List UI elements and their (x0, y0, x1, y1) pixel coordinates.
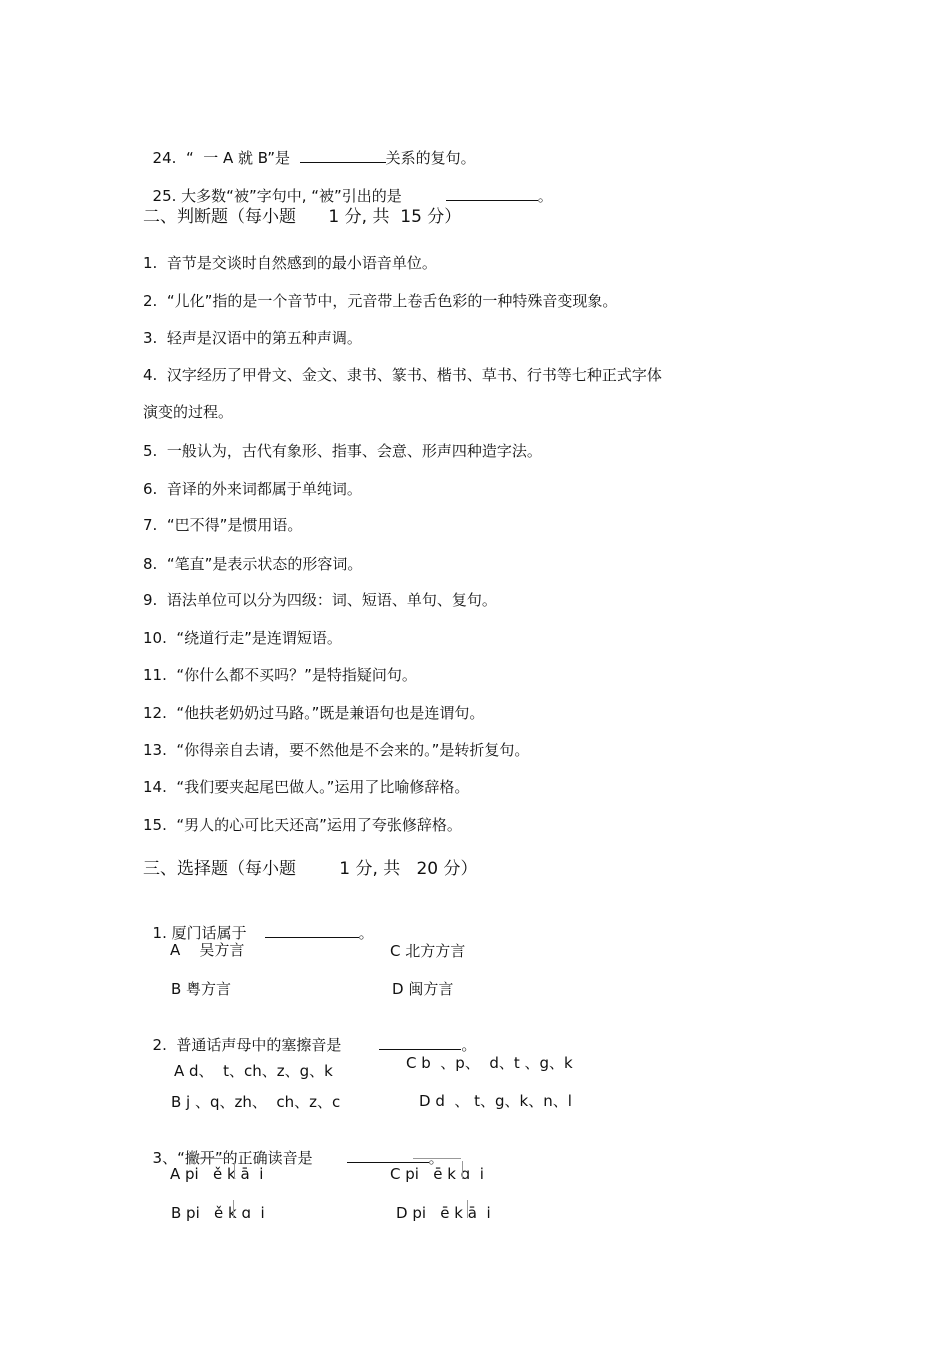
q3-end: 。 (428, 1149, 444, 1167)
choice-question-2 (143, 1015, 476, 1055)
q1-stem: 1. 厦门话属于 (152, 924, 247, 942)
answer-blank (347, 1148, 429, 1163)
option-b: B 粤方言 (171, 980, 232, 998)
option-a: A pi ě k ā i (170, 1165, 264, 1183)
judge-item: 7. “巴不得”是惯用语。 (143, 516, 303, 534)
judge-item: 2. “儿化”指的是一个音节中，元音带上卷舌色彩的一种特殊音变现象。 (143, 292, 618, 310)
section-3-title: 三、选择题（每小题 1 分, 共 20 分） (143, 859, 478, 879)
q1-end: 。 (358, 924, 374, 942)
judge-item: 15. “男人的心可比天还高”运用了夸张修辞格。 (143, 816, 462, 834)
judge-item: 10. “绕道行走”是连谓短语。 (143, 629, 342, 647)
judge-item: 8. “笔直”是表示状态的形容词。 (143, 555, 363, 573)
scan-mark (462, 1161, 463, 1179)
option-d: D pi ē k ā i (396, 1204, 491, 1222)
option-a: A 吴方言 (170, 941, 245, 959)
scan-mark (467, 1200, 468, 1218)
judge-item: 11. “你什么都不买吗？”是特指疑问句。 (143, 666, 417, 684)
judge-item: 14. “我们要夹起尾巴做人。”运用了比喻修辞格。 (143, 778, 470, 796)
q2-stem: 2. 普通话声母中的塞擦音是 (152, 1036, 342, 1054)
section-2-title: 二、判断题（每小题 1 分, 共 15 分） (143, 207, 462, 227)
answer-blank (379, 1035, 461, 1050)
option-b: B j 、q、zh、 ch、z、c (171, 1093, 341, 1111)
q24-text: 24. “ 一 A 就 B”是 (152, 149, 300, 167)
option-c: C pi ē k ɑ i (390, 1165, 484, 1183)
answer-blank (265, 923, 359, 938)
q2-end: 。 (461, 1036, 477, 1054)
choice-question-1 (143, 903, 374, 943)
answer-blank (446, 186, 538, 201)
judge-item: 9. 语法单位可以分为四级：词、短语、单句、复句。 (143, 591, 497, 609)
judge-item: 12. “他扶老奶奶过马路。”既是兼语句也是连谓句。 (143, 704, 485, 722)
judge-item: 13. “你得亲自去请，要不然他是不会来的。”是转折复句。 (143, 741, 530, 759)
judge-item: 4. 汉字经历了甲骨文、金文、隶书、篆书、楷书、草书、行书等七种正式字体 (143, 366, 662, 384)
q25-tail: 。 (537, 187, 553, 205)
judge-item: 3. 轻声是汉语中的第五种声调。 (143, 329, 362, 347)
question-25 (143, 166, 553, 206)
q3-stem: 3、“撇开”的正确读音是 (152, 1149, 313, 1167)
q24-tail: 关系的复句。 (385, 149, 476, 167)
question-24 (143, 128, 476, 168)
scan-mark (190, 1158, 232, 1159)
option-a: A d、 t、ch、z、g、k (174, 1062, 333, 1080)
judge-item: 1. 音节是交谈时自然感到的最小语音单位。 (143, 254, 437, 272)
judge-item: 6. 音译的外来词都属于单纯词。 (143, 480, 362, 498)
scan-mark (413, 1158, 461, 1159)
judge-item-cont: 演变的过程。 (143, 403, 234, 421)
option-c: C 北方方言 (390, 942, 466, 960)
option-d: D d 、 t、g、k、n、l (419, 1092, 572, 1110)
option-c: C b 、p、 d、t 、g、k (406, 1054, 573, 1072)
scan-mark (234, 1161, 235, 1179)
judge-item: 5. 一般认为，古代有象形、指事、会意、形声四种造字法。 (143, 442, 542, 460)
answer-blank (300, 148, 386, 163)
option-b: B pi ě k ɑ i (171, 1204, 265, 1222)
q25-text: 25. 大多数“被”字句中, “被”引出的是 (152, 187, 402, 205)
scan-mark (233, 1200, 234, 1218)
option-d: D 闽方言 (392, 980, 454, 998)
choice-question-3 (143, 1128, 444, 1168)
